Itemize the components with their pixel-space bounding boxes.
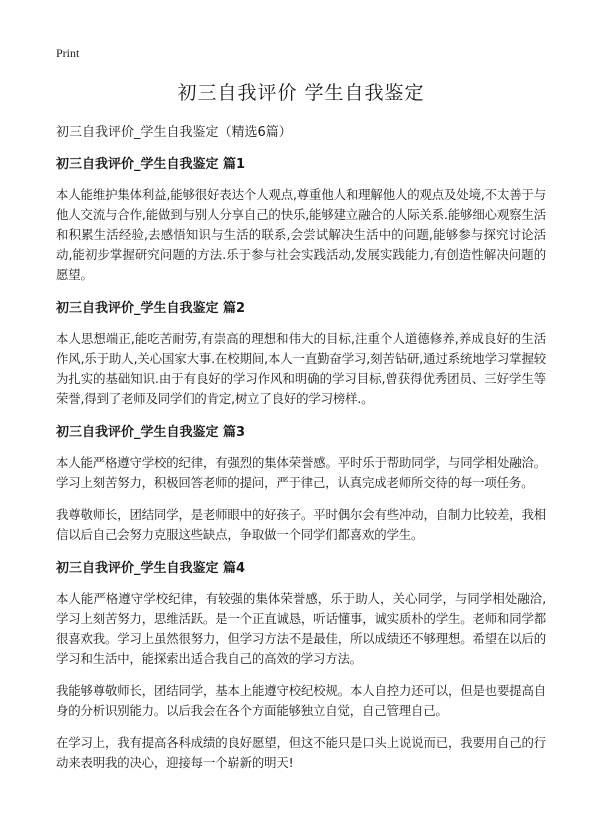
document-subtitle: 初三自我评价_学生自我鉴定（精选6篇）	[56, 125, 292, 140]
paragraph: 在学习上，我有提高各科成绩的良好愿望，但这不能只是口头上说说而已，我要用自己的行动来表明我的决心，迎接每一个崭新的明天!	[56, 735, 546, 770]
section-4	[56, 557, 546, 773]
print-link[interactable]: Print	[56, 46, 80, 60]
paragraph: 本人能严格遵守学校的纪律，有强烈的集体荣誉感。平时乐于帮助同学，与同学相处融洽。学习上刻苦努力，积极回答老师的提问，严于律己，认真完成老师所交待的每一项任务。	[56, 455, 546, 490]
section-heading: 初三自我评价_学生自我鉴定 篇2	[56, 301, 246, 316]
document-title: 初三自我评价 学生自我鉴定	[177, 82, 425, 104]
section-3	[56, 421, 546, 545]
section-2	[56, 297, 546, 409]
paragraph: 本人能维护集体利益,能够很好表达个人观点,尊重他人和理解他人的观点及处境,不太善于与他人交流与合作,能做到与别人分享自己的快乐,能够建立融合的人际关系.能够细心观察生活和积累生活经验,去感悟知识与生活的联系,会尝试解决生活中的问题,能够参与探究讨论活动,能初步掌握研究问题的方法.乐于参与社会实践活动,发展实践能力,有创造性解决问题的愿望。	[56, 187, 546, 282]
paragraph: 我尊敬师长，团结同学，是老师眼中的好孩子。平时偶尔会有些冲动，自制力比较差，我相信以后自己会努力克服这些缺点，争取做一个同学们都喜欢的学生。	[56, 507, 546, 542]
section-heading: 初三自我评价_学生自我鉴定 篇3	[56, 425, 246, 440]
paragraph: 本人思想端正,能吃苦耐劳,有崇高的理想和伟大的目标,注重个人道德修养,养成良好的生活作风,乐于助人,关心国家大事.在校期间,本人一直勤奋学习,刻苦钻研,通过系统地学习掌握较为扎实的基础知识.由于有良好的学习作风和明确的学习目标,曾获得优秀团员、三好学生等荣誉,得到了老师及同学们的肯定,树立了良好的学习榜样.。	[56, 331, 546, 406]
section-heading: 初三自我评价_学生自我鉴定 篇1	[56, 157, 246, 172]
document-body	[56, 78, 546, 785]
section-heading: 初三自我评价_学生自我鉴定 篇4	[56, 561, 246, 576]
paragraph: 本人能严格遵守学校纪律，有较强的集体荣誉感，乐于助人，关心同学，与同学相处融洽,学习上刻苦努力，思维活跃。是一个正直诚恳，听话懂事，诚实质朴的学生。老师和同学都很喜欢我。学习上虽然很努力，但学习方法不是最佳，所以成绩还不够理想。希望在以后的学习和生活中，能探索出适合我自己的高效的学习方法。	[56, 591, 546, 666]
paragraph: 我能够尊敬师长，团结同学，基本上能遵守校纪校规。本人自控力还可以，但是也要提高自身的分析识别能力。以后我会在各个方面能够独立自觉，自己管理自己。	[56, 683, 546, 718]
section-1	[56, 153, 546, 285]
